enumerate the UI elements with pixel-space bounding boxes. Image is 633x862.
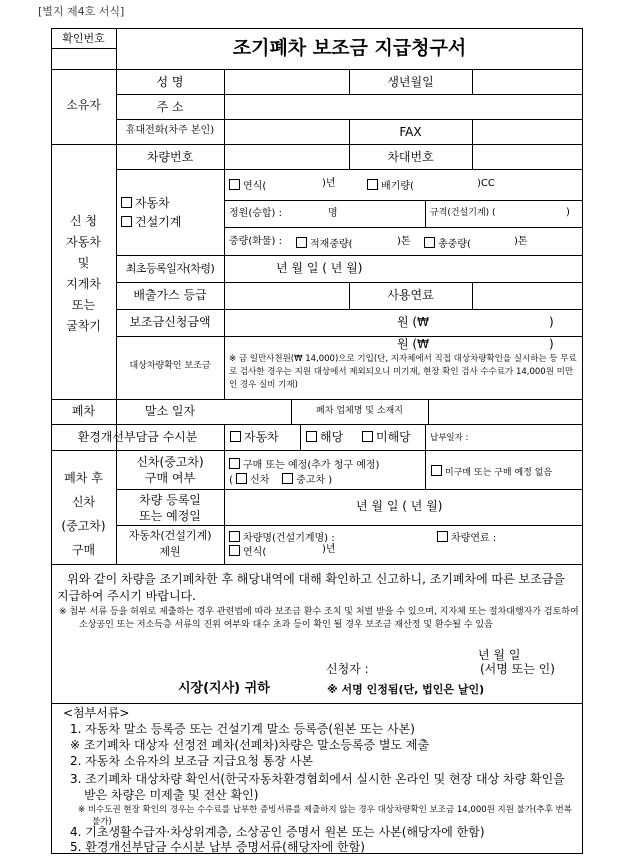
attachment-item: 1. 자동차 말소 등록증 또는 건설기계 말소 등록증(원본 또는 사본) <box>70 722 415 736</box>
check-subsidy-label: 대상차량확인 보조금 <box>129 361 211 371</box>
warning-text: ※ 첨부 서류 등을 허위로 제출하는 경우 관련법에 따라 보조금 환수 조치 및 처벌 받을 수 있으며, 지자체 또는 절차대행자가 검토하여 소상공인 또는 저소득층 서류의 진위 여부와 대수 초과 등이 확인 될 경우 보조금 재산정 및 환수될 수 있음 <box>59 607 579 630</box>
new-spec-label: 자동차(건설기계) 제원 <box>128 529 212 558</box>
applicant-label: 신청자 : <box>326 662 369 676</box>
fuel-field[interactable] <box>473 283 583 309</box>
scrap-company-label: 폐차 업체명 및 소재지 <box>316 406 403 416</box>
name-label: 성 명 <box>156 75 184 89</box>
form-label: [별지 제4호 서식] <box>38 5 125 18</box>
mobile-field[interactable] <box>225 120 349 144</box>
spec-suffix: ) <box>566 207 570 218</box>
birth-label: 생년월일 <box>387 75 434 89</box>
attachment-item: 4. 기초생활수급자·차상위계층, 소상공인 증명서 원본 또는 사본(해당자에 한함) <box>70 825 485 839</box>
check-subsidy-suffix: ) <box>549 337 554 351</box>
fuel-label: 사용연료 <box>387 288 434 302</box>
chassis-number-field[interactable] <box>473 145 583 169</box>
purchase-label: 신차(중고차) 구매 여부 <box>136 455 204 485</box>
env-tax-applicable-option[interactable]: 해당 <box>306 431 343 443</box>
purchase-plan-option[interactable]: 구매 또는 예정(추가 청구 예정) <box>229 458 379 471</box>
dereg-date-field[interactable] <box>225 400 291 424</box>
purchase-type-group: ( 신차 중고차 ) <box>229 475 333 486</box>
new-year-checkbox[interactable] <box>229 545 240 556</box>
first-reg-label: 최초등록일자(차령) <box>125 262 215 275</box>
seal-note: ※ 서명 인정됨(단, 법인은 날인) <box>327 683 485 696</box>
attachment-item: 3. 조기폐차 대상차량 확인서(한국자동차환경협회에서 실시한 온라인 및 현장 대상 차량 확인을 받은 차량은 미제출 및 전산 확인) <box>70 772 565 802</box>
scrap-company-field[interactable] <box>429 400 583 424</box>
displacement-suffix: )CC <box>477 178 495 189</box>
gross-weight-suffix: )톤 <box>514 236 528 247</box>
emission-grade-label: 배출가스 등급 <box>133 288 207 302</box>
used-car-checkbox[interactable] <box>282 473 293 484</box>
dereg-date-label: 말소 일자 <box>144 404 196 418</box>
type-construction-checkbox[interactable] <box>121 216 132 227</box>
env-tax-payment-date[interactable]: 납부일자 : <box>430 433 469 443</box>
new-fuel-checkbox[interactable] <box>437 531 448 542</box>
new-reg-label: 차량 등록일 또는 예정일 <box>139 493 201 523</box>
attachment-item: 5. 환경개선부담금 수시분 납부 증명서류(해당자에 한함) <box>70 840 365 854</box>
car-number-field[interactable] <box>225 145 349 169</box>
attachments-header: <첨부서류> <box>63 706 130 720</box>
new-reg-field[interactable]: 년 월 일 ( 년 월) <box>356 499 443 513</box>
owner-section-label: 소유자 <box>66 98 101 112</box>
subsidy-amount-label: 보조금신청금액 <box>129 315 211 329</box>
no-purchase-option[interactable]: 미구매 또는 구매 예정 없음 <box>431 465 552 478</box>
check-subsidy-field[interactable]: 원 (₩ <box>397 337 429 351</box>
new-year-field[interactable]: 연식( <box>229 545 266 558</box>
weight-label: 중량(화물) : <box>229 236 282 247</box>
vehicle-section-label: 신 청 자동차 및 지게차 또는 굴착기 <box>66 214 101 333</box>
chassis-number-label: 차대번호 <box>387 150 434 164</box>
confirm-number-label: 확인번호 <box>62 32 105 45</box>
displacement-checkbox[interactable] <box>367 179 378 190</box>
env-tax-not-applicable-option[interactable]: 미해당 <box>362 431 411 443</box>
year-checkbox[interactable] <box>229 179 240 190</box>
declaration-text: 위와 같이 차량을 조기폐차한 후 해당내역에 대해 확인하고 신고하니, 조기폐차에 따른 보조금을 지급하여 주시기 바랍니다. <box>57 572 565 603</box>
car-number-label: 차량번호 <box>146 150 194 164</box>
spec-label: 규격(건설기계) ( <box>430 208 496 218</box>
load-weight-checkbox[interactable] <box>296 237 307 248</box>
address-label: 주 소 <box>156 100 184 114</box>
page-title: 조기폐차 보조금 지급청구서 <box>232 37 467 59</box>
recipient-label: 시장(지사) 귀하 <box>178 681 270 696</box>
birth-field[interactable] <box>473 70 583 94</box>
attachment-item: ※ 조기폐차 대상자 선정전 폐차(선폐차)차량은 말소등록증 별도 제출 <box>70 738 430 752</box>
env-tax-car-option[interactable]: 자동차 <box>230 431 279 443</box>
mobile-label: 휴대전화(차주 본인) <box>125 125 215 136</box>
new-car-section-label: 폐차 후 신차 (중고차) 구매 <box>61 471 106 557</box>
first-reg-field[interactable]: 년 월 일 ( 년 월) <box>276 261 363 275</box>
attachment-item: 2. 자동차 소유자의 보조금 지급요청 통장 사본 <box>70 754 313 768</box>
sign-label: (서명 또는 인) <box>480 662 555 676</box>
emission-grade-field[interactable] <box>225 283 349 309</box>
type-car-checkbox[interactable] <box>121 197 132 208</box>
capacity-field[interactable] <box>290 203 326 223</box>
env-tax-applicable-checkbox[interactable] <box>306 431 317 442</box>
gross-weight-field[interactable]: 총중량( <box>424 237 471 250</box>
address-field[interactable] <box>225 95 583 119</box>
scrap-label: 폐차 <box>71 404 96 418</box>
date-line[interactable]: 년 월 일 <box>478 648 521 662</box>
fax-label: FAX <box>399 125 422 139</box>
no-purchase-checkbox[interactable] <box>431 465 442 476</box>
subsidy-amount-field[interactable]: 원 (₩ <box>397 315 429 329</box>
type-car-option[interactable]: 자동차 <box>121 197 170 209</box>
new-car-checkbox[interactable] <box>236 473 247 484</box>
year-field[interactable]: 연식( <box>229 179 266 192</box>
new-model-field[interactable]: 차량명(건설기계명) : <box>229 531 335 544</box>
new-year-suffix: )년 <box>322 544 336 555</box>
env-tax-label: 환경개선부담금 수시분 <box>77 430 198 444</box>
capacity-label: 정원(승합) : <box>229 208 282 219</box>
env-tax-not-applicable-checkbox[interactable] <box>362 431 373 442</box>
type-construction-option[interactable]: 건설기계 <box>121 216 181 228</box>
confirm-number-field[interactable] <box>51 49 116 69</box>
capacity-unit: 명 <box>328 208 338 219</box>
new-model-checkbox[interactable] <box>229 531 240 542</box>
load-weight-suffix: )톤 <box>397 236 411 247</box>
applicant-field[interactable] <box>380 660 460 678</box>
name-field[interactable] <box>225 70 349 94</box>
new-fuel-field[interactable]: 차량연료 : <box>437 531 496 544</box>
displacement-field[interactable]: 배기량( <box>367 179 414 192</box>
subsidy-amount-suffix: ) <box>549 315 554 329</box>
check-subsidy-note: ※ 금 일만사천원(₩ 14,000)으로 기입(단, 지자체에서 직접 대상차량확인을 실시하는 등 무료로 검사한 경우는 지원 대상에서 제외되오니 미기재, 현장 확인 검사 수수료가 14,000원 미만인 경우 실비 기재) <box>229 354 577 390</box>
year-suffix: )년 <box>322 178 336 189</box>
attachment-item: ※ 비수도권 현장 확인의 경우는 수수료를 납부한 증빙서류를 제출하지 않는 경우 대상차량확인 보조금 14,000원 지원 불가(추후 번복 불가) <box>78 805 572 827</box>
purchase-plan-checkbox[interactable] <box>229 458 240 469</box>
fax-field[interactable] <box>473 120 583 144</box>
env-tax-car-checkbox[interactable] <box>230 431 241 442</box>
gross-weight-checkbox[interactable] <box>424 237 435 248</box>
load-weight-field[interactable]: 적재중량( <box>296 237 353 250</box>
